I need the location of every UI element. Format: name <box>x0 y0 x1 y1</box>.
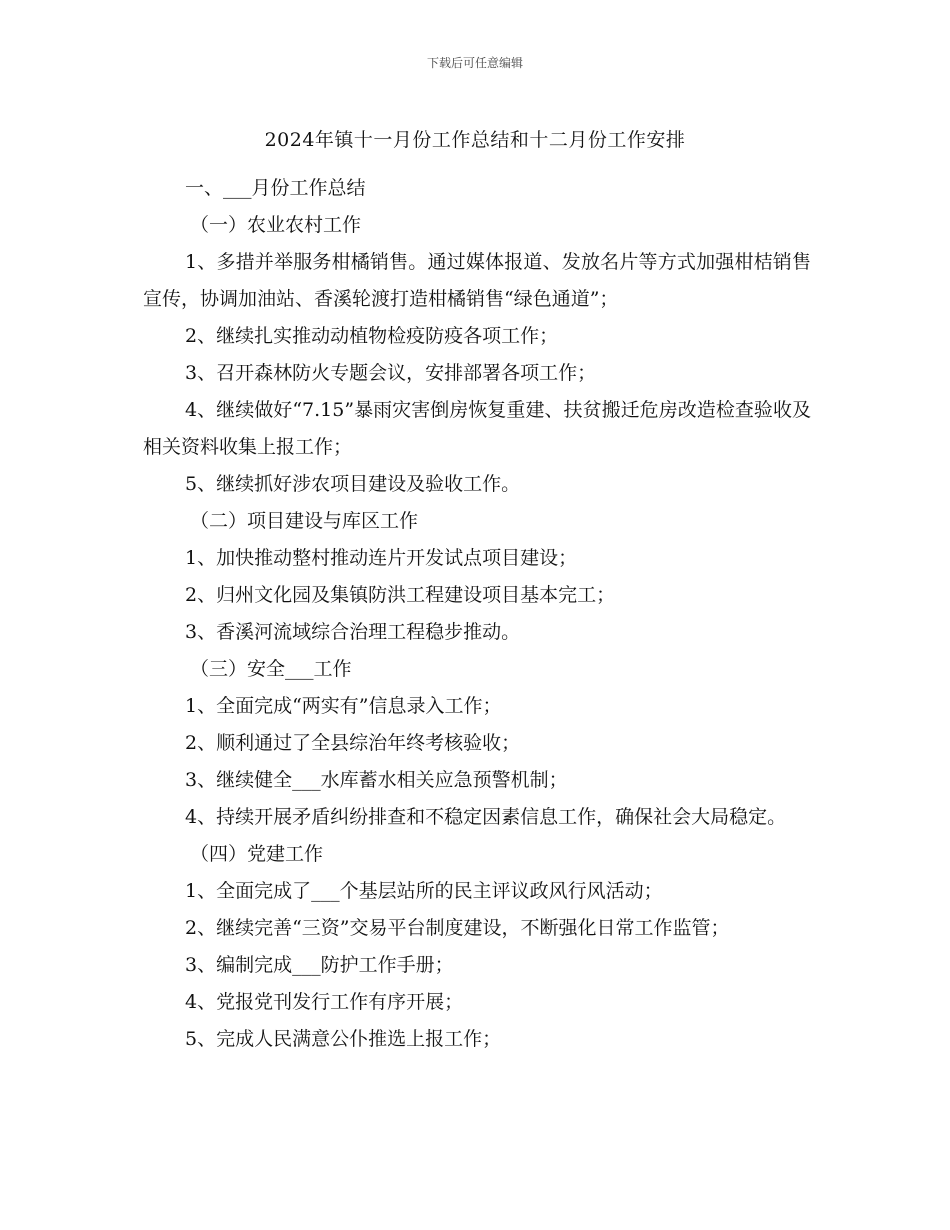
list-item: 1、全面完成“两实有”信息录入工作； <box>185 695 502 717</box>
subsection-heading: （三）安全___工作 <box>190 658 352 680</box>
list-item: 4、持续开展矛盾纠纷排查和不稳定因素信息工作，确保社会大局稳定。 <box>185 806 787 828</box>
page-header-note: 下载后可任意编辑 <box>426 56 523 70</box>
list-item: 3、召开森林防火专题会议，安排部署各项工作； <box>185 362 597 384</box>
list-item: 2、顺利通过了全县综治年终考核验收； <box>185 732 521 754</box>
list-item: 5、继续抓好涉农项目建设及验收工作。 <box>185 473 521 495</box>
section-heading: 一、___月份工作总结 <box>185 177 366 199</box>
list-item: 4、党报党刊发行工作有序开展； <box>185 991 464 1013</box>
list-item: 1、全面完成了___个基层站所的民主评议政风行风活动； <box>185 880 663 902</box>
subsection-heading: （四）党建工作 <box>190 843 324 865</box>
list-item: 1、多措并举服务柑橘销售。通过媒体报道、发放名片等方式加强柑桔销售宣传，协调加油站、香溪轮渡打造柑橘销售“绿色通道”； <box>143 251 811 310</box>
list-item: 5、完成人民满意公仆推选上报工作； <box>185 1028 502 1050</box>
document-body <box>143 170 811 1058</box>
list-item: 3、编制完成___防护工作手册； <box>185 954 454 976</box>
list-item: 1、加快推动整村推动连片开发试点项目建设； <box>185 547 578 569</box>
list-item: 2、继续扎实推动动植物检疫防疫各项工作； <box>185 325 559 347</box>
list-item: 2、归州文化园及集镇防洪工程建设项目基本完工； <box>185 584 616 606</box>
subsection-heading: （一）农业农村工作 <box>190 214 362 236</box>
list-item: 2、继续完善“三资”交易平台制度建设，不断强化日常工作监管； <box>185 917 730 939</box>
list-item: 3、香溪河流域综合治理工程稳步推动。 <box>185 621 521 643</box>
document-title: 2024年镇十一月份工作总结和十二月份工作安排 <box>264 129 686 151</box>
list-item: 3、继续健全___水库蓄水相关应急预警机制； <box>185 769 568 791</box>
list-item: 4、继续做好“7.15”暴雨灾害倒房恢复重建、扶贫搬迁危房改造检查验收及相关资料收集上报工作； <box>143 399 811 458</box>
subsection-heading: （二）项目建设与库区工作 <box>190 510 419 532</box>
